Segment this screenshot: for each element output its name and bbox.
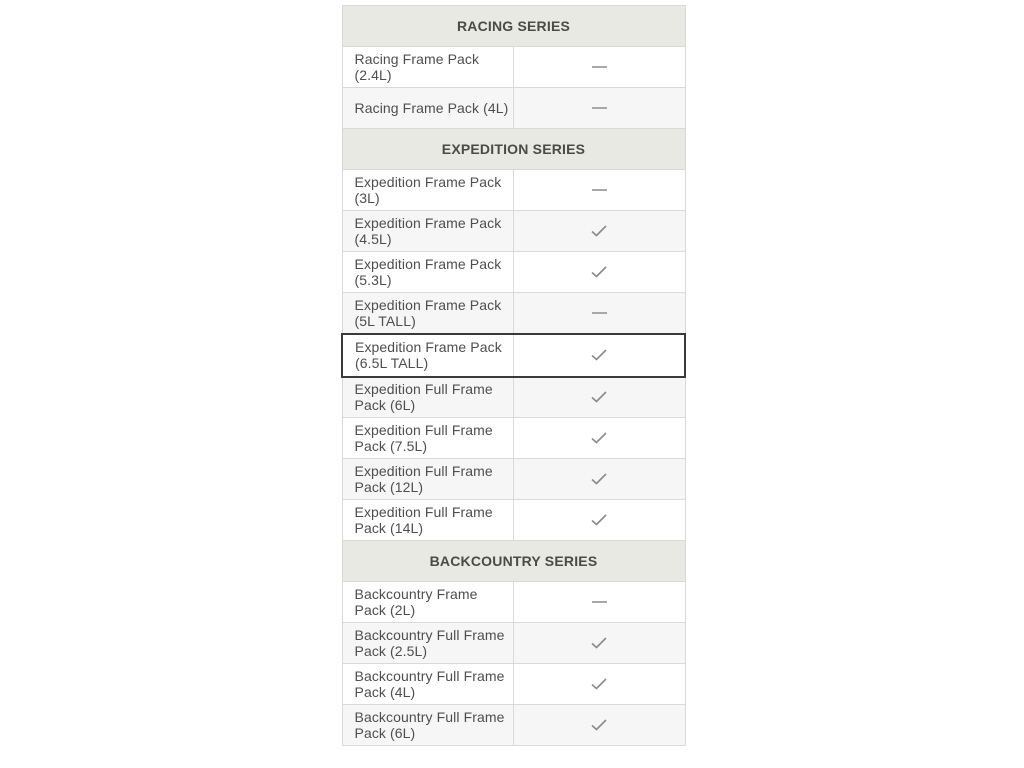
table-row[interactable] — [342, 88, 685, 129]
check-icon — [591, 678, 607, 690]
product-name: Expedition Full Frame Pack (7.5L) — [342, 418, 514, 459]
compatibility-cell — [514, 582, 686, 623]
check-icon — [591, 391, 607, 403]
table-row[interactable] — [342, 334, 685, 377]
compatibility-cell — [514, 377, 686, 418]
product-name: Backcountry Frame Pack (2L) — [342, 582, 514, 623]
table-row[interactable] — [342, 500, 685, 541]
check-icon — [591, 514, 607, 526]
table-row[interactable] — [342, 293, 685, 334]
check-icon — [591, 637, 607, 649]
check-icon — [591, 225, 607, 237]
section-title: BACKCOUNTRY SERIES — [342, 541, 685, 582]
table-row[interactable] — [342, 211, 685, 252]
compatibility-cell — [514, 88, 686, 129]
product-name: Racing Frame Pack (4L) — [342, 88, 514, 129]
dash-icon — [592, 312, 607, 314]
check-icon — [591, 432, 607, 444]
product-name: Expedition Frame Pack (4.5L) — [342, 211, 514, 252]
table-row[interactable] — [342, 252, 685, 293]
dash-icon — [592, 189, 607, 191]
table-row[interactable] — [342, 623, 685, 664]
compatibility-cell — [514, 664, 686, 705]
compatibility-cell — [514, 705, 686, 746]
check-icon — [591, 719, 607, 731]
product-name: Expedition Frame Pack (5.3L) — [342, 252, 514, 293]
table-row[interactable] — [342, 418, 685, 459]
product-name: Backcountry Full Frame Pack (4L) — [342, 664, 514, 705]
product-name: Backcountry Full Frame Pack (6L) — [342, 705, 514, 746]
compatibility-cell — [514, 170, 686, 211]
compatibility-table-body — [342, 6, 685, 746]
dash-icon — [592, 601, 607, 603]
table-row[interactable] — [342, 582, 685, 623]
product-name: Expedition Full Frame Pack (6L) — [342, 377, 514, 418]
compatibility-cell — [514, 500, 686, 541]
compatibility-cell — [514, 623, 686, 664]
product-name: Expedition Full Frame Pack (12L) — [342, 459, 514, 500]
compatibility-cell — [514, 334, 686, 377]
section-header — [342, 541, 685, 582]
compatibility-cell — [514, 47, 686, 88]
product-name: Backcountry Full Frame Pack (2.5L) — [342, 623, 514, 664]
dash-icon — [592, 107, 607, 109]
compatibility-cell — [514, 459, 686, 500]
section-title: RACING SERIES — [342, 6, 685, 47]
compatibility-cell — [514, 293, 686, 334]
product-name: Expedition Frame Pack (5L TALL) — [342, 293, 514, 334]
section-title: EXPEDITION SERIES — [342, 129, 685, 170]
product-name: Expedition Frame Pack (3L) — [342, 170, 514, 211]
product-name: Expedition Frame Pack (6.5L TALL) — [342, 334, 514, 377]
check-icon — [591, 349, 607, 361]
product-name: Racing Frame Pack (2.4L) — [342, 47, 514, 88]
table-row[interactable] — [342, 664, 685, 705]
check-icon — [591, 473, 607, 485]
product-name: Expedition Full Frame Pack (14L) — [342, 500, 514, 541]
compatibility-cell — [514, 418, 686, 459]
table-row[interactable] — [342, 377, 685, 418]
table-row[interactable] — [342, 170, 685, 211]
dash-icon — [592, 66, 607, 68]
check-icon — [591, 266, 607, 278]
section-header — [342, 129, 685, 170]
compatibility-cell — [514, 252, 686, 293]
compatibility-cell — [514, 211, 686, 252]
compatibility-table — [341, 5, 686, 746]
table-row[interactable] — [342, 705, 685, 746]
table-row[interactable] — [342, 47, 685, 88]
section-header — [342, 6, 685, 47]
table-row[interactable] — [342, 459, 685, 500]
